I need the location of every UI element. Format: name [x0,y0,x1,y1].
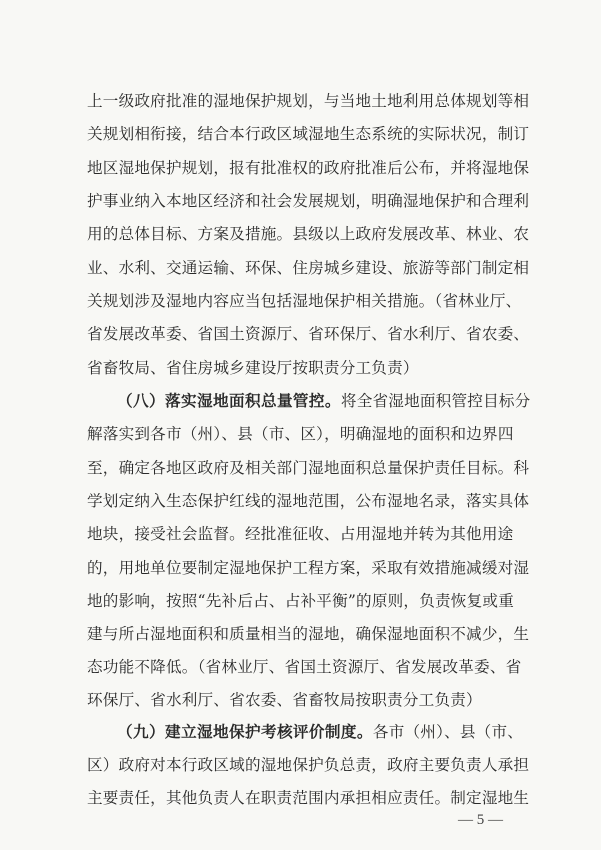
paragraph-line: 护事业纳入本地区经济和社会发展规划，明确湿地保护和合理利 [87,192,530,210]
section-9-heading: （九）建立湿地保护考核评价制度。 [117,723,373,741]
section-8-line: 学划定纳入生态保护红线的湿地范围，公布湿地名录，落实具体 [87,492,530,510]
section-8-line: 建与所占湿地面积和质量相当的湿地，确保湿地面积不减少，生 [87,625,530,643]
section-9-line: 区）政府对本行政区域的湿地保护负总责，政府主要负责人承担 [87,756,530,774]
paragraph-line: 用的总体目标、方案及措施。县级以上政府发展改革、林业、农 [87,225,530,243]
paragraph-line: 地区湿地保护规划，报有批准权的政府批准后公布，并将湿地保 [87,159,530,177]
paragraph-line: 关规划涉及湿地内容应当包括湿地保护相关措施。（省林业厅、 [87,292,522,310]
paragraph-line: 上一级政府批准的湿地保护规划，与当地土地利用总体规划等相 [87,92,530,110]
section-8-heading-rest: 将全省湿地面积管控目标分 [340,392,531,410]
section-9-line: 主要责任，其他负责人在职责范围内承担相应责任。制定湿地生 [87,789,530,807]
section-8-line: 态功能不降低。（省林业厅、省国土资源厅、省发展改革委、省 [87,658,522,676]
section-9-heading-rest: 各市（州）、县（市、 [372,723,524,741]
section-8-line: 解落实到各市（州）、县（市、区），明确湿地的面积和边界四 [87,425,514,443]
section-8-line: 环保厅、省水利厅、省农委、省畜牧局按职责分工负责） [87,691,482,709]
paragraph-line: 业、水利、交通运输、环保、住房城乡建设、旅游等部门制定相 [87,259,530,277]
section-8-line: 至，确定各地区政府及相关部门湿地面积总量保护责任目标。科 [87,459,530,477]
section-8-line: 的，用地单位要制定湿地保护工程方案，采取有效措施减缓对湿 [87,559,530,577]
paragraph-line: 关规划相衔接，结合本行政区域湿地生态系统的实际状况，制订 [87,125,530,143]
section-8-line: 地的影响，按照“先补后占、占补平衡”的原则，负责恢复或重 [87,592,514,610]
section-8-heading: （八）落实湿地面积总量管控。 [117,392,341,410]
paragraph-line: 省畜牧局、省住房城乡建设厅按职责分工负责） [87,359,419,377]
page-number: — 5 — [458,812,503,828]
section-8-line: 地块，接受社会监督。经批准征收、占用湿地并转为其他用途 [87,525,514,543]
section-9-first-line [117,722,523,742]
section-8-first-line [117,391,530,411]
paragraph-line: 省发展改革委、省国土资源厅、省环保厅、省水利厅、省农委、 [87,325,530,343]
